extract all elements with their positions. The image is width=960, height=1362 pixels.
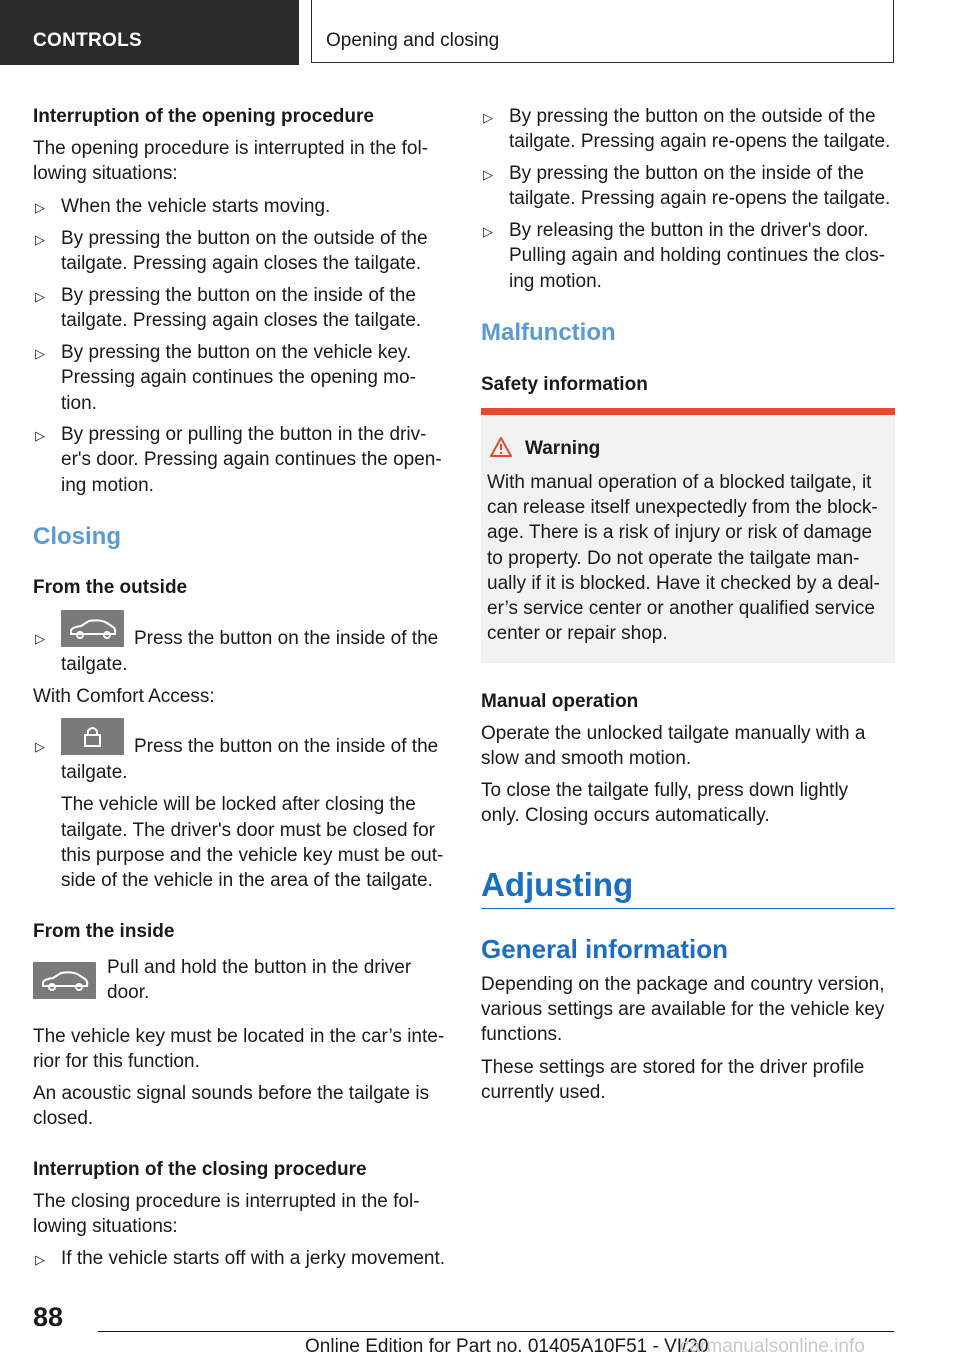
key-located-2: rior for this function.	[33, 1051, 200, 1072]
triangle-bullet-icon: ▷	[35, 232, 45, 247]
tailgate-button-icon	[33, 962, 96, 999]
malfunction-heading: Malfunction	[481, 319, 616, 346]
tailgate-button-icon	[61, 610, 124, 647]
chapter-tab	[311, 0, 894, 63]
interrupt-close-heading: Interruption of the closing procedure	[33, 1159, 367, 1180]
list-item: ▷ Press the button on the inside of the tailgate. The vehicle will be locked after closing the tailgate. The driver's door must be closed for this purpose and the vehicle key must be out- side of the vehicle in the area of the tailgate.	[33, 722, 447, 893]
general-info-heading: General information	[481, 934, 729, 964]
section-rule	[481, 908, 895, 909]
triangle-bullet-icon: ▷	[35, 739, 45, 754]
footer-rule	[98, 1331, 894, 1332]
acoustic-2: closed.	[33, 1108, 94, 1129]
section-label: CONTROLS	[33, 30, 143, 51]
lock-button-icon	[61, 718, 124, 755]
triangle-bullet-icon: ▷	[35, 289, 45, 304]
acoustic-1: An acoustic signal sounds before the tailgate is	[33, 1083, 430, 1104]
list-item: ▷ By pressing or pulling the button in the driv- er's door. Pressing again continues the open- ing motion.	[35, 424, 442, 496]
list-item: ▷ By pressing the button on the outside of the tailgate. Pressing again re-opens the tailgate.	[483, 106, 891, 153]
triangle-bullet-icon: ▷	[483, 224, 493, 239]
list-item: ▷ Press the button on the inside of the tailgate.	[33, 614, 447, 677]
list-item: ▷ By pressing the button on the outside of the tailgate. Pressing again closes the tailgate.	[35, 228, 428, 275]
interrupt-close-intro-1: The closing procedure is interrupted in the fol-	[33, 1191, 420, 1212]
interrupt-close-intro-2: lowing situations:	[33, 1216, 178, 1237]
key-located-1: The vehicle key must be located in the car’s inte-	[33, 1026, 445, 1047]
inside-text-2: door.	[107, 982, 150, 1003]
list-item: ▷ When the vehicle starts moving.	[33, 194, 447, 219]
manual-operation-heading: Manual operation	[481, 691, 639, 712]
list-item: ▷ By pressing the button on the inside of the tailgate. Pressing again closes the tailgate.	[35, 285, 422, 332]
page-number: 88	[33, 1302, 64, 1332]
triangle-bullet-icon: ▷	[483, 167, 493, 182]
safety-heading: Safety information	[481, 374, 648, 395]
chapter-title: Opening and closing	[326, 30, 500, 51]
from-inside-heading: From the inside	[33, 921, 175, 942]
triangle-bullet-icon: ▷	[35, 631, 45, 646]
interrupt-open-intro-2: lowing situations:	[33, 163, 178, 184]
interrupt-open-heading: Interruption of the opening procedure	[33, 106, 374, 127]
triangle-bullet-icon: ▷	[483, 110, 493, 125]
watermark-text: carmanualsonline.info	[680, 1336, 865, 1357]
triangle-bullet-icon: ▷	[35, 346, 45, 361]
closing-heading: Closing	[33, 523, 121, 550]
adjusting-heading: Adjusting	[481, 866, 634, 903]
triangle-bullet-icon: ▷	[35, 1252, 45, 1267]
interrupt-open-intro-1: The opening procedure is interrupted in the fol-	[33, 138, 429, 159]
warning-title: Warning	[525, 438, 601, 459]
triangle-bullet-icon: ▷	[35, 200, 45, 215]
list-item: ▷ By pressing the button on the inside of the tailgate. Pressing again re-opens the tailgate.	[483, 163, 891, 210]
comfort-access-label: With Comfort Access:	[33, 686, 215, 707]
warning-triangle-icon	[489, 436, 513, 458]
inside-text-1: Pull and hold the button in the driver	[107, 957, 412, 978]
edition-text: Online Edition for Part no. 01405A10F51 - VI/20	[305, 1336, 709, 1357]
list-item: ▷ By releasing the button in the driver's door. Pulling again and holding continues the clos- ing motion.	[483, 220, 886, 292]
from-outside-heading: From the outside	[33, 577, 188, 598]
triangle-bullet-icon: ▷	[35, 428, 45, 443]
list-item: ▷ By pressing the button on the vehicle key. Pressing again continues the opening mo- tion.	[35, 342, 416, 414]
warning-box: Warning With manual operation of a blocked tailgate, it can release itself unexpectedly from the block- age. There is a risk of injury or risk of damage to property. Do not operate the tailgate man- ually if it is blocked. Have it checked by a deal- er’s service center or another qualified service center or repair shop.	[481, 408, 895, 663]
section-tab	[0, 0, 299, 65]
list-item: ▷ If the vehicle starts off with a jerky movement.	[33, 1246, 447, 1271]
